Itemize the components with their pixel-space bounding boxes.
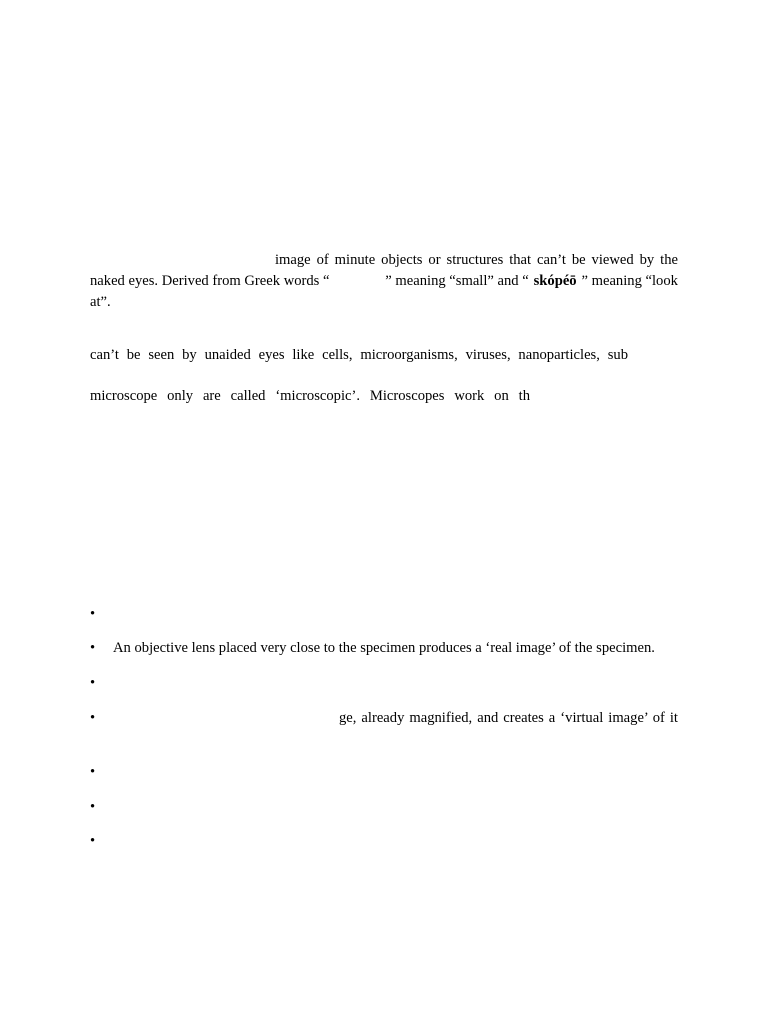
paragraph-2-line-1: can’t be seen by unaided eyes like cells, microorganisms, viruses, nanoparticles, sub <box>90 347 628 363</box>
paragraph-1-line-3: at”. <box>90 294 111 310</box>
bullet-2: • <box>90 640 96 656</box>
greek-word-skopeo: skópéō <box>533 273 577 289</box>
bullet-1: • <box>90 606 96 622</box>
bullet-7: • <box>90 833 96 849</box>
bullet-item-objective-lens: An objective lens placed very close to the specimen produces a ‘real image’ of the specimen. <box>113 640 655 656</box>
bullet-item-virtual-image: ge, already magnified, and creates a ‘virtual image’ of it <box>339 710 678 726</box>
paragraph-1-line-1: image of minute objects or structures that can’t be viewed by the <box>275 252 678 268</box>
bullet-3: • <box>90 675 96 691</box>
bullet-4: • <box>90 710 96 726</box>
bullet-5: • <box>90 764 96 780</box>
paragraph-1-line-2-part-b: ” meaning “small” and “ <box>385 273 529 289</box>
bullet-6: • <box>90 799 96 815</box>
paragraph-1-line-2-part-a: naked eyes. Derived from Greek words “ <box>90 273 330 289</box>
paragraph-2-line-2: microscope only are called ‘microscopic’. Microscopes work on th <box>90 388 530 404</box>
paragraph-1-line-2 <box>90 272 678 290</box>
paragraph-1-line-2-part-c: ” meaning “look <box>581 273 678 289</box>
missing-word-gap <box>334 272 380 290</box>
